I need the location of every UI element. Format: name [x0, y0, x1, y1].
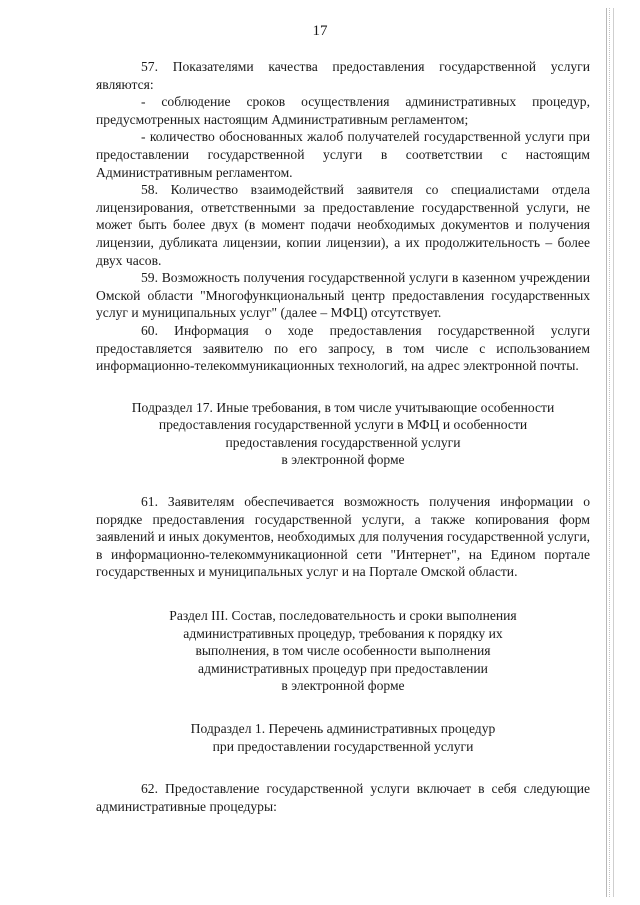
paragraph-59: 59. Возможность получения государственной услуги в казенном учреждении Омской области "Многофункциональный центр предоставления государственных услуг и муниципальных услуг" (далее – МФЦ) отсутствует. — [96, 270, 590, 321]
subsection-1-heading-line: при предоставлении государственной услуги — [212, 738, 474, 754]
binding-edge-line — [613, 8, 614, 897]
paragraph-58: 58. Количество взаимодействий заявителя со специалистами отдела лицензирования, ответственными за предоставление государственной услуги, не может быть более двух (в момент подачи необходимых документов и получения лицензии, дубликата лицензии, копии лицензии), а их продолжительность – более двух часов. — [96, 182, 590, 268]
binding-edge-line — [606, 8, 607, 897]
section-3-heading-line: Раздел III. Состав, последовательность и сроки выполнения — [169, 608, 517, 624]
subsection-17-heading-line: Подраздел 17. Иные требования, в том числе учитывающие особенности — [131, 399, 555, 415]
subsection-17-heading-line: предоставления государственной услуги в МФЦ и особенности — [158, 417, 528, 433]
binding-edge-line — [609, 8, 610, 897]
paragraph-57: 57. Показателями качества предоставления государственной услуги являются: — [96, 59, 590, 92]
subsection-17-heading-line: предоставления государственной услуги — [225, 434, 461, 450]
subsection-1-heading — [96, 720, 590, 755]
section-3-heading — [96, 607, 590, 695]
subsection-1-heading-line: Подраздел 1. Перечень административных процедур — [190, 721, 496, 736]
section-3-heading-line: выполнения, в том числе особенности выполнения — [195, 643, 491, 659]
document-body — [96, 58, 590, 815]
section-3-heading-line: в электронной форме — [281, 678, 405, 694]
section-3-heading-line: административных процедур, требования к порядку их — [183, 625, 503, 641]
paragraph-57-item-2: - количество обоснованных жалоб получателей государственной услуги при предоставлении государственной услуги в соответствии с настоящим Административным регламентом. — [96, 129, 590, 180]
subsection-17-heading — [96, 399, 590, 469]
paragraph-57-item-1: - соблюдение сроков осуществления административных процедур, предусмотренных настоящим Административным регламентом; — [96, 94, 590, 127]
section-3-heading-line: административных процедур при предоставлении — [198, 660, 488, 676]
subsection-17-heading-line: в электронной форме — [281, 452, 405, 468]
page-number: 17 — [312, 23, 328, 39]
paragraph-62: 62. Предоставление государственной услуги включает в себя следующие административные процедуры: — [96, 781, 590, 814]
paragraph-61: 61. Заявителям обеспечивается возможность получения информации о порядке предоставления государственной услуги, а также копирования форм заявлений и иных документов, необходимых для получения государственной услуги, в информационно-телекоммуникационной сети "Интернет", на Едином портале государственных и муниципальных услуг и на Портале Омской области. — [96, 494, 590, 580]
paragraph-60: 60. Информация о ходе предоставления государственной услуги предоставляется заявителю по его запросу, в том числе с использованием информационно-телекоммуникационных технологий, на адрес электронной почты. — [96, 322, 590, 374]
